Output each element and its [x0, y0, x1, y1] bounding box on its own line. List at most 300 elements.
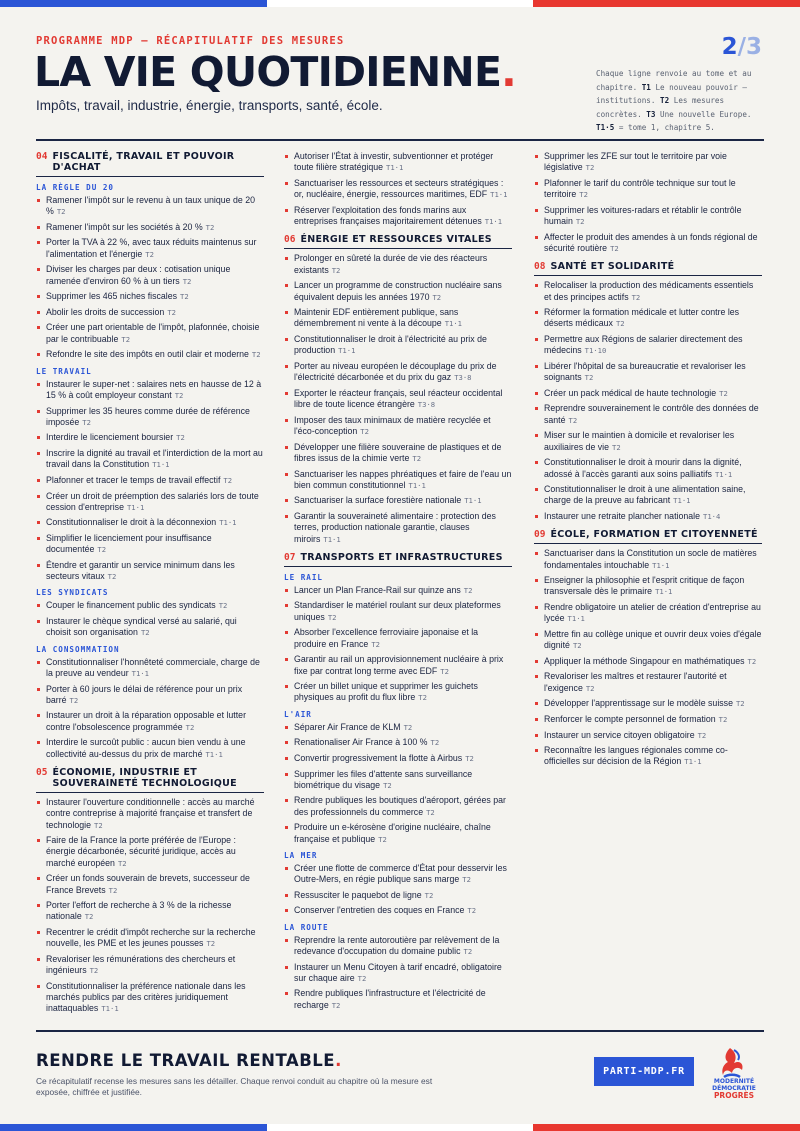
chapter-reference: T2 [108, 885, 118, 895]
column-2 [284, 151, 512, 1018]
legend-t1-text: Le nouveau pouvoir — institutions. [596, 82, 747, 105]
measure-text: Constitutionnaliser l'honnêteté commerciale, charge de la preuve au vendeur [46, 656, 260, 678]
measure-text: Constitutionnaliser le droit à l'électricité au prix de production [294, 334, 487, 356]
chapter-reference: T2 [584, 373, 594, 383]
measure-text: Diviser les charges par deux : cotisation unique ramenée d'environ 60 % à un tiers [46, 264, 231, 286]
measure-text: Ramener l'impôt sur les sociétés à 20 % [46, 221, 203, 232]
measure-item [284, 863, 512, 886]
website-link-button[interactable]: PARTI-MDP.FR [594, 1057, 694, 1086]
measure-text: Créer un billet unique et supprimer les guichets physiques au profit du flux libre [294, 681, 478, 703]
chapter-reference: T1·1 [101, 1004, 119, 1014]
chapter-reference: T2 [463, 585, 473, 595]
measure-text: Ressusciter le paquebot de ligne [294, 889, 422, 900]
chapter-reference: T1·1 [490, 190, 508, 200]
chapter-reference: T2 [572, 641, 582, 651]
chapter-reference: T2 [462, 875, 471, 885]
chapter-reference: T2 [418, 693, 427, 703]
measure-item [534, 307, 762, 330]
measure-text: Supprimer les files d'attente sans surveillance biométrique du visage [294, 768, 473, 790]
measure-list [534, 548, 762, 767]
chapter-reference: T2 [568, 415, 578, 425]
measure-item [284, 511, 512, 545]
measure-text: Sanctuariser les nappes phréatiques et faire de l'eau un bien commun constitutionnel [294, 468, 512, 490]
measure-text: Standardiser le matériel roulant sur deux plateformes uniques [294, 600, 501, 622]
chapter-reference: T1·4 [703, 511, 721, 521]
measure-list [284, 935, 512, 1011]
measure-item [284, 495, 512, 506]
measure-item [534, 548, 762, 571]
measure-item [534, 730, 762, 741]
chapter-reference: T2 [426, 807, 435, 817]
measure-item [36, 954, 264, 977]
measure-text: Revaloriser les maîtres et restaurer l'autorité et l'exigence [544, 671, 727, 693]
measure-text: Plafonner et tracer le temps de travail effectif [46, 474, 221, 485]
chapter-reference: T2 [424, 890, 434, 900]
chapter-reference: T1·1 [655, 587, 673, 597]
measure-text: Réformer la formation médicale et lutter contre les déserts médicaux [544, 307, 740, 329]
measure-item [534, 457, 762, 480]
measure-text: Interdire le surcoût public : aucun bien vendu à une collectivité au-dessus du prix de marché [46, 737, 246, 759]
measure-item [284, 600, 512, 623]
measure-text: Supprimer les voitures-radars et rétablir le contrôle humain [544, 204, 742, 227]
chapter-reference: T1·1 [205, 749, 223, 759]
measure-item [284, 280, 512, 303]
measure-text: Revaloriser les rémunérations des chercheurs et ingénieurs [46, 953, 236, 976]
chapter-reference: T2 [223, 475, 233, 485]
measure-text: Instaurer un Menu Citoyen à tarif encadré, obligatoire sur chaque aire [294, 961, 502, 983]
section [284, 552, 512, 1011]
chapter-reference: T2 [117, 858, 127, 868]
chapter-reference: T1·1 [652, 560, 670, 570]
measure-text: Sanctuariser les ressources et secteurs stratégiques : or, nucléaire, énergie, ressources maritimes, EDF [294, 177, 504, 200]
measure-item [534, 575, 762, 598]
measure-item [534, 334, 762, 357]
chapter-reference: T2 [440, 666, 449, 676]
measure-item [36, 600, 264, 611]
section-title: ÉCONOMIE, INDUSTRIE ET SOUVERAINETÉ TECHNOLOGIQUE [52, 766, 237, 789]
measure-item [36, 684, 264, 707]
measure-list [284, 722, 512, 845]
measure-text: Plafonner le tarif du contrôle technique sur tout le territoire [544, 177, 736, 200]
measure-item [534, 671, 762, 694]
legend-t2-code: T2 [660, 96, 670, 105]
measure-item [284, 822, 512, 845]
measure-text: Constitutionnaliser le droit à la déconnexion [46, 517, 217, 528]
measure-item [36, 560, 264, 583]
reference-legend [596, 67, 768, 135]
slogan-dot: . [335, 1051, 342, 1070]
measure-item [534, 403, 762, 426]
chapter-reference: T2 [383, 780, 392, 790]
section [284, 151, 512, 227]
chapter-reference: T2 [97, 545, 107, 555]
measure-text: Garantir au rail un approvisionnement nucléaire à prix fixe par contrat long terme avec EDF [294, 654, 504, 676]
section-heading [284, 552, 512, 567]
measure-item [36, 349, 264, 360]
section [36, 151, 264, 760]
measure-item [284, 890, 512, 901]
section [534, 151, 762, 254]
measure-text: Sanctuariser la surface forestière nationale [294, 495, 462, 506]
measure-item [534, 656, 762, 667]
measure-text: Libérer l'hôpital de sa bureaucratie et revaloriser les soignants [544, 360, 746, 383]
chapter-reference: T1·1 [323, 534, 341, 544]
chapter-reference: T1·10 [584, 346, 607, 356]
chapter-reference: T2 [182, 276, 192, 286]
subsection-label: LE RAIL [284, 572, 324, 582]
section-heading [534, 261, 762, 276]
measure-text: Développer l'apprentissage sur le modèle suisse [544, 698, 733, 709]
measure-text: Appliquer la méthode Singapour en mathématiques [544, 655, 745, 666]
legend-t2-text: Les mesures concrètes. [596, 96, 725, 119]
measure-item [36, 616, 264, 639]
measure-item [36, 379, 264, 402]
measure-text: Créer une part orientable de l'impôt, plafonnée, choisie par le contribuable [46, 322, 260, 344]
chapter-reference: T2 [176, 433, 185, 443]
measure-item [284, 627, 512, 650]
chapter-reference: T2 [167, 307, 176, 317]
chapter-reference: T2 [719, 388, 728, 398]
measure-list [36, 195, 264, 361]
measure-item [36, 222, 264, 233]
measure-text: Supprimer les ZFE sur tout le territoire par voie législative [544, 151, 727, 173]
measure-text: Absorber l'excellence ferroviaire japonaise et la produire en France [294, 627, 479, 649]
measure-text: Créer un droit de préemption des salariés lors de toute cession d'entreprise [46, 490, 259, 512]
measure-item [534, 388, 762, 399]
measure-list [36, 379, 264, 583]
measure-list [284, 585, 512, 704]
page-indicator [722, 34, 762, 60]
page-separator: / [737, 34, 746, 60]
logo-line-2: DÉMOCRATIE [712, 1084, 756, 1092]
measure-item [36, 448, 264, 471]
measure-list [284, 863, 512, 917]
chapter-reference: T2 [327, 612, 337, 622]
footer-note: Ce récapitulatif recense les mesures sans les détailler. Chaque renvoi conduit au chapitre où la mesure est exposée, chiffrée et justifiée. [36, 1076, 433, 1097]
measure-item [284, 722, 512, 733]
measure-item [284, 737, 512, 748]
chapter-reference: T2 [174, 390, 184, 400]
logo-line-3: PROGRÈS [713, 1091, 755, 1101]
measure-item [36, 307, 264, 318]
chapter-reference: T2 [579, 190, 588, 200]
measure-list [534, 280, 762, 522]
section-number: 09 [534, 529, 546, 541]
measure-text: Instaurer un droit à la réparation opposable et lutter contre l'obsolescence programmée [46, 710, 247, 732]
measure-text: Exporter le réacteur français, seul réacteur occidental libre de toute licence étrangère [294, 387, 503, 410]
subsection-label: LES SYNDICATS [36, 588, 109, 598]
chapter-reference: T2 [585, 683, 595, 693]
measure-item [36, 491, 264, 514]
section-number: 06 [284, 234, 296, 246]
measure-text: Mettre fin au collège unique et ouvrir deux voies d'égale dignité [544, 628, 762, 651]
measure-list [36, 657, 264, 760]
flag-stripe-bottom [0, 1124, 800, 1131]
measure-text: Rendre obligatoire un atelier de création d'entreprise au lycée [544, 602, 761, 624]
measure-text: Autoriser l'État à investir, subventionner et protéger toute filière stratégique [294, 151, 494, 173]
chapter-reference: T2 [89, 966, 99, 976]
measure-text: Couper le financement public des syndicats [46, 600, 216, 611]
chapter-reference: T1·1 [714, 469, 733, 479]
section-title: ÉCOLE, FORMATION ET CITOYENNETÉ [550, 529, 758, 541]
section [36, 767, 264, 1015]
measure-item [284, 769, 512, 792]
measure-text: Créer un fonds souverain de brevets, successeur de France Brevets [46, 873, 250, 895]
chapter-reference: T2 [107, 572, 117, 582]
measure-text: Conserver l'entretien des coques en France [294, 905, 465, 916]
chapter-reference: T2 [697, 730, 707, 740]
chapter-reference: T2 [140, 628, 150, 638]
measure-item [284, 253, 512, 276]
chapter-reference: T2 [432, 292, 442, 302]
measure-item [284, 442, 512, 465]
chapter-reference: T1·1 [673, 496, 691, 506]
page-subtitle: Impôts, travail, industrie, énergie, transports, santé, école. [36, 98, 383, 113]
subsection-label: LA ROUTE [284, 922, 329, 932]
chapter-reference: T2 [360, 427, 369, 437]
measure-list [284, 253, 512, 545]
measure-text: Garantir la souveraineté alimentaire : protection des terres, production nationale garantie, clauses miroirs [294, 510, 496, 544]
page-title [34, 48, 516, 96]
chapter-reference: T2 [121, 334, 131, 344]
measure-item [284, 753, 512, 764]
measure-text: Relocaliser la production des médicaments essentiels et des principes actifs [544, 280, 754, 302]
measure-item [284, 388, 512, 411]
measure-item [534, 280, 762, 303]
measure-text: Reprendre la rente autoroutière par relèvement de la redevance d'occupation du domaine public [294, 934, 500, 956]
subsection-label: L'AIR [284, 709, 312, 719]
section-title: SANTÉ ET SOLIDARITÉ [550, 261, 675, 273]
measure-item [36, 475, 264, 486]
chapter-reference: T1·1 [484, 217, 503, 227]
measure-item [534, 745, 762, 768]
measure-item [534, 602, 762, 625]
measure-text: Réserver l'exploitation des fonds marins aux entreprises françaises majoritairement détenues [294, 204, 482, 227]
measure-text: Créer un pack médical de haute technologie [544, 387, 717, 398]
chapter-reference: T2 [371, 639, 380, 649]
chapter-reference: T1·1 [338, 346, 356, 356]
measure-item [36, 981, 264, 1015]
measure-item [36, 195, 264, 218]
chapter-reference: T2 [412, 453, 422, 463]
measure-item [36, 291, 264, 302]
measure-item [284, 585, 512, 596]
subsection-label: LA CONSOMMATION [36, 644, 120, 654]
measure-text: Constitutionnaliser le droit à mourir dans la dignité, adossé à l'accès garanti aux soins palliatifs [544, 457, 742, 479]
measure-text: Instaurer un service citoyen obligatoire [544, 729, 695, 740]
measure-item [534, 484, 762, 507]
section-number: 04 [36, 151, 48, 162]
measure-text: Inscrire la dignité au travail et l'interdiction de la mort au travail dans la Constitution [46, 448, 263, 470]
measure-text: Imposer des taux minimaux de matière recyclée et l'éco-conception [294, 414, 491, 437]
legend-t3-code: T3 [646, 109, 656, 119]
measure-text: Maintenir EDF entièrement publique, sans démembrement ni vente à la découpe [294, 307, 459, 329]
section-heading [36, 767, 264, 793]
measure-text: Abolir les droits de succession [46, 306, 165, 317]
chapter-reference: T2 [430, 738, 440, 748]
legend-t3-text: Une nouvelle Europe. [660, 109, 752, 119]
header-divider [36, 139, 764, 141]
measure-text: Supprimer les 465 niches fiscales [46, 291, 178, 302]
measure-item [284, 935, 512, 958]
measure-text: Développer une filière souveraine de plastiques et de fibres issus de la chimie verte [294, 441, 502, 463]
measure-text: Porter la TVA à 22 %, avec taux réduits maintenus sur l'alimentation et l'énergie [46, 237, 257, 259]
measure-item [534, 629, 762, 652]
measure-text: Affecter le produit des amendes à un fonds régional de sécurité routière [544, 231, 758, 253]
measure-text: Constitutionnaliser la préférence nationale dans les marchés publics par des critères juridiquement inattaquables [46, 980, 246, 1014]
chapter-reference: T2 [610, 243, 619, 253]
page-current: 2 [721, 34, 738, 60]
measure-text: Créer une flotte de commerce d'État pour desservir les Outre-Mers, en régie publique sans marge [294, 862, 507, 885]
measure-item [36, 517, 264, 528]
section-heading [534, 529, 762, 544]
section-title: FISCALITÉ, TRAVAIL ET POUVOIR D'ACHAT [52, 151, 235, 173]
measure-text: Miser sur le maintien à domicile et revaloriser les auxiliaires de vie [544, 430, 735, 452]
measure-text: Permettre aux Régions de salarier directement des médecins [544, 334, 743, 356]
measure-text: Prolonger en sûreté la durée de vie des réacteurs existants [294, 253, 488, 275]
section-heading [284, 234, 512, 249]
measure-item [36, 406, 264, 429]
measure-text: Rendre publiques l'infrastructure et l'électricité de recharge [294, 988, 486, 1010]
measure-item [284, 361, 512, 384]
measure-item [36, 797, 264, 831]
slogan-text: RENDRE LE TRAVAIL RENTABLE [36, 1051, 336, 1070]
measure-item [284, 469, 512, 492]
measure-item [36, 533, 264, 556]
measure-item [534, 714, 762, 725]
section-number: 07 [284, 551, 296, 563]
chapter-reference: T3·8 [454, 373, 472, 383]
measure-item [284, 415, 512, 438]
chapter-reference: T2 [735, 699, 745, 709]
chapter-reference: T3·8 [417, 400, 436, 410]
measure-text: Lancer un programme de construction nucléaire sans équivalent depuis les années 1970 [294, 280, 502, 302]
chapter-reference: T2 [331, 265, 341, 275]
legend-t1-code: T1 [641, 82, 651, 92]
chapter-reference: T2 [185, 722, 195, 732]
measure-text: Convertir progressivement la flotte à Airbus [294, 752, 463, 763]
measure-item [534, 361, 762, 384]
chapter-reference: T2 [631, 292, 641, 302]
legend-example-text: = tome 1, chapitre 5. [618, 123, 715, 132]
measure-item [36, 657, 264, 680]
chapter-reference: T2 [747, 656, 757, 666]
chapter-reference: T2 [378, 834, 387, 844]
chapter-reference: T2 [180, 292, 189, 302]
chapter-reference: T2 [56, 207, 66, 217]
measure-text: Instaurer le chèque syndical versé au salarié, qui choisit son organisation [46, 616, 237, 638]
measure-item [36, 927, 264, 950]
measure-text: Reprendre souverainement le contrôle des données de santé [544, 403, 759, 425]
chapter-reference: T1·1 [464, 496, 482, 506]
measure-text: Faire de la France la porte préférée de l'Europe : énergie décarbonée, sécurité juridique, accès au marché européen [46, 835, 236, 868]
measure-list [36, 797, 264, 1015]
measure-item [36, 873, 264, 896]
logo-wordmark [702, 1079, 766, 1100]
chapter-reference: T1·1 [444, 319, 462, 329]
title-text: LA VIE QUOTIDIENNE [34, 48, 502, 96]
chapter-reference: T2 [205, 222, 215, 232]
measure-list [534, 151, 762, 254]
measure-item [36, 835, 264, 869]
measure-text: Recentrer le crédit d'impôt recherche sur la recherche nouvelle, les PME et les jeunes pousses [46, 927, 256, 949]
measure-item [534, 698, 762, 709]
measure-item [36, 237, 264, 260]
legend-intro: Chaque ligne renvoie au tome et au chapitre. [596, 69, 752, 92]
kicker: PROGRAMME MDP — RÉCAPITULATIF DES MESURES [36, 35, 345, 47]
measure-item [36, 322, 264, 345]
measure-item [36, 432, 264, 443]
measure-item [36, 900, 264, 923]
measure-list [36, 600, 264, 638]
section-number: 08 [534, 261, 546, 273]
measure-item [36, 710, 264, 733]
measure-item [284, 654, 512, 677]
section-heading [36, 151, 264, 177]
section [284, 234, 512, 545]
subsection-label: LA MER [284, 850, 318, 860]
chapter-reference: T2 [403, 722, 413, 732]
section [534, 261, 762, 522]
logo-line-1: MODERNITÉ [713, 1078, 755, 1085]
measure-text: Ramener l'impôt sur le revenu à un taux unique de 20 % [46, 195, 256, 217]
chapter-reference: T2 [575, 217, 585, 227]
subsection-label: LE TRAVAIL [36, 366, 92, 376]
measure-item [284, 178, 512, 201]
measure-item [534, 430, 762, 453]
measure-text: Interdire le licenciement boursier [46, 432, 174, 443]
measure-text: Supprimer les 35 heures comme durée de référence imposée [46, 405, 250, 427]
chapter-reference: T2 [218, 601, 228, 611]
measure-text: Simplifier le licenciement pour insuffisance documentée [46, 532, 212, 555]
chapter-reference: T2 [82, 417, 91, 427]
measure-list [284, 151, 512, 227]
measure-item [36, 264, 264, 287]
measure-text: Produire un e-kérosène d'origine nucléaire, chaîne française et publique [294, 822, 491, 844]
chapter-reference: T2 [69, 695, 79, 705]
measure-text: Rendre publiques les boutiques d'aéroport, gérées par des professionnels du commerce [294, 795, 506, 817]
title-dot: . [501, 48, 516, 96]
chapter-reference: T2 [615, 319, 625, 329]
measure-text: Porter au niveau européen le découplage du prix de l'électricité décarbonée et du prix du gaz [294, 360, 497, 383]
flag-stripe-top [0, 0, 800, 7]
measure-text: Instaurer une retraite plancher nationale [544, 510, 700, 521]
chapter-reference: T1·1 [386, 163, 404, 173]
chapter-reference: T2 [251, 350, 261, 360]
chapter-reference: T2 [94, 820, 103, 830]
chapter-reference: T1·1 [126, 502, 145, 512]
chapter-reference: T2 [145, 249, 154, 259]
measure-text: Porter à 60 jours le délai de référence pour un prix barré [46, 683, 243, 705]
chapter-reference: T1·1 [684, 757, 702, 767]
chapter-reference: T2 [585, 163, 595, 173]
chapter-reference: T1·1 [152, 460, 170, 470]
measure-item [534, 178, 762, 201]
measure-item [284, 205, 512, 228]
measure-item [284, 151, 512, 174]
chapter-reference: T1·1 [219, 518, 237, 528]
measure-item [534, 151, 762, 174]
chapter-reference: T2 [84, 912, 94, 922]
page-total: 3 [745, 34, 762, 60]
chapter-reference: T1·1 [408, 480, 426, 490]
measure-item [284, 681, 512, 704]
measure-item [284, 988, 512, 1011]
section-title: TRANSPORTS ET INFRASTRUCTURES [300, 551, 503, 563]
chapter-reference: T2 [206, 939, 216, 949]
measure-item [36, 737, 264, 760]
measure-item [284, 795, 512, 818]
